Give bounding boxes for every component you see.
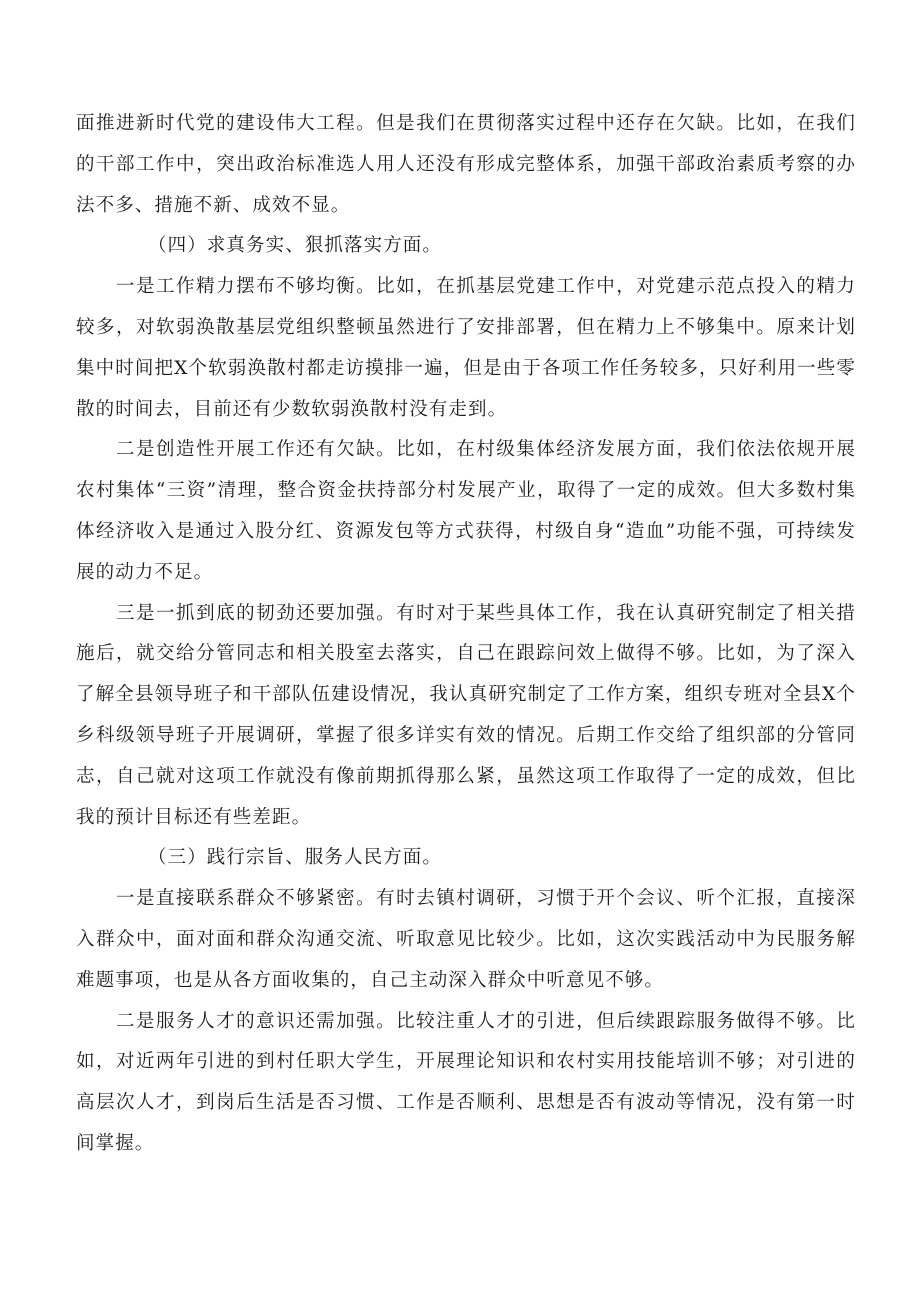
- paragraph-talent-service: 二是服务人才的意识还需加强。比较注重人才的引进，但后续跟踪服务做得不够。比如，对近两年引进的到村任职大学生，开展理论知识和农村实用技能培训不够；对引进的高层次人才，到岗后生活是否习惯、工作是否顺利、思想是否有波动等情况，没有第一时间掌握。: [76, 1010, 856, 1154]
- paragraph-persistence: 三是一抓到底的韧劲还要加强。有时对于某些具体工作，我在认真研究制定了相关措施后，就交给分管同志和相关股室去落实，自己在跟踪问效上做得不够。比如，为了深入了解全县领导班子和干部队伍建设情况，我认真研究制定了工作方案，组织专班对全县X个乡科级领导班子开展调研，掌握了很多详实有效的情况。后期工作交给了组织部的分管同志，自己就对这项工作就没有像前期抓得那么紧，虽然这项工作取得了一定的成效，但比我的预计目标还有些差距。: [76, 602, 856, 828]
- paragraph-creative-work: 二是创造性开展工作还有欠缺。比如，在村级集体经济发展方面，我们依法依规开展农村集体“三资”清理，整合资金扶持部分村发展产业，取得了一定的成效。但大多数村集体经济收入是通过入股分红、资源发包等方式获得，村级自身“造血”功能不强，可持续发展的动力不足。: [76, 439, 856, 583]
- paragraph-contact-with-masses: 一是直接联系群众不够紧密。有时去镇村调研，习惯于开个会议、听个汇报，直接深入群众中，面对面和群众沟通交流、听取意见比较少。比如，这次实践活动中为民服务解难题事项，也是从各方面收集的，自己主动深入群众中听意见不够。: [76, 888, 856, 991]
- paragraph-party-building-continuation: 面推进新时代党的建设伟大工程。但是我们在贯彻落实过程中还存在欠缺。比如，在我们的干部工作中，突出政治标准选人用人还没有形成完整体系，加强干部政治素质考察的办法不多、措施不新、成效不显。: [76, 113, 856, 216]
- section-heading-pragmatism: （四）求真务实、狠抓落实方面。: [148, 235, 443, 257]
- document-body: [76, 104, 856, 1165]
- paragraph-energy-allocation: 一是工作精力摆布不够均衡。比如，在抓基层党建工作中，对党建示范点投入的精力较多，对软弱涣散基层党组织整顿虽然进行了安排部署，但在精力上不够集中。原来计划集中时间把X个软弱涣散村都走访摸排一遍，但是由于各项工作任务较多，只好利用一些零散的时间去，目前还有少数软弱涣散村没有走到。: [76, 276, 856, 420]
- section-heading-serving-people: （三）践行宗旨、服务人民方面。: [148, 847, 443, 869]
